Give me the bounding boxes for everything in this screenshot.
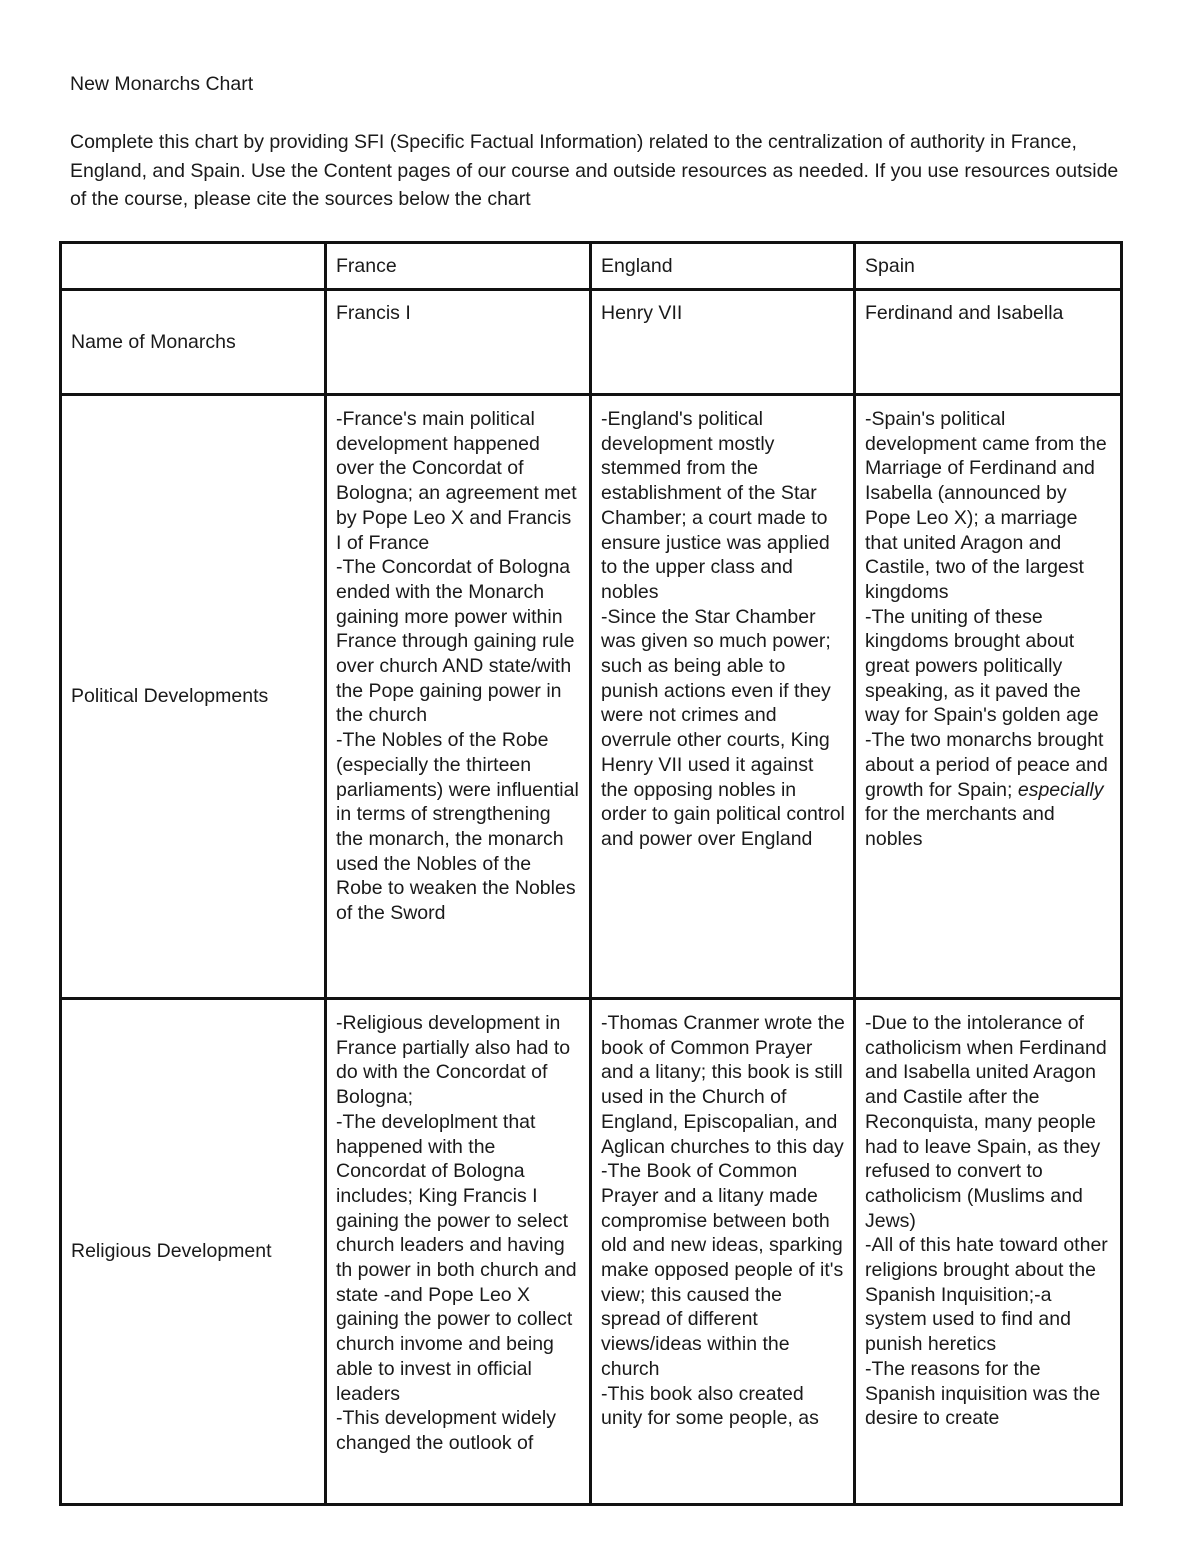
political-spain-text: -Spain's political development came from the Marriage of Ferdinand and Isabella (announced by Pope Leo X); a marriage that united Aragon and Castile, two of the largest kingdoms -The uniting of these kingdoms brought about great powers politically speaking, as it paved the way for Spain's golden age -The two monarchs brought about a period of peace and growth for Spain; [865, 408, 1108, 801]
cell-political-england: -England's political development mostly stemmed from the establishment of the Star Chamber; a court made to ensure justice was applied to the upper class and nobles -Since the Star Chamber was given so much power; such as being able to punish actions even if they were not crimes and overrule other courts, King Henry VII used it against the opposing nobles in order to gain political control and power over England [591, 395, 855, 999]
row-label-religious: Religious Development [61, 999, 326, 1505]
cell-religious-france: -Religious development in France partially also had to do with the Concordat of Bologna; -The developlment that happened with the Concordat of Bologna includes; King Francis I gaining the power to select church leaders and having th power in both church and state -and Pope Leo X gaining the power to collect church invome and being able to invest in official leaders -This development widely changed the outlook of [326, 999, 591, 1505]
political-spain-text-end: for the merchants and nobles [865, 803, 1055, 850]
cell-monarchs-england: Henry VII [591, 290, 855, 395]
political-row [61, 395, 1122, 999]
cell-political-spain [855, 395, 1122, 999]
religious-row [61, 999, 1122, 1505]
row-label-political: Political Developments [61, 395, 326, 999]
header-england: England [591, 243, 855, 290]
header-france: France [326, 243, 591, 290]
row-label-monarchs: Name of Monarchs [61, 290, 326, 395]
new-monarchs-table [59, 241, 1123, 1506]
cell-political-france: -France's main political development happened over the Concordat of Bologna; an agreement met by Pope Leo X and Francis I of France -The Concordat of Bologna ended with the Monarch gaining more power within France through gaining rule over church AND state/with the Pope gaining power in the church -The Nobles of the Robe (especially the thirteen parliaments) were influential in terms of strengthening the monarch, the monarch used the Nobles of the Robe to weaken the Nobles of the Sword [326, 395, 591, 999]
header-spain: Spain [855, 243, 1122, 290]
political-spain-emphasis: especially [1017, 778, 1104, 801]
header-corner-cell [61, 243, 326, 290]
instructions-paragraph: Complete this chart by providing SFI (Specific Factual Information) related to the centralization of authority in France, England, and Spain. Use the Content pages of our course and outside resources as needed. If you use resources outside of the course, please cite the sources below the chart [70, 131, 1119, 210]
monarchs-row [61, 290, 1122, 395]
page-title: New Monarchs Chart [70, 73, 254, 95]
cell-religious-spain: -Due to the intolerance of catholicism when Ferdinand and Isabella united Aragon and Castile after the Reconquista, many people had to leave Spain, as they refused to convert to catholicism (Muslims and Jews) -All of this hate toward other religions brought about the Spanish Inquisition;-a system used to find and punish heretics -The reasons for the Spanish inquisition was the desire to create [855, 999, 1122, 1505]
cell-monarchs-france: Francis I [326, 290, 591, 395]
header-row [61, 243, 1122, 290]
cell-monarchs-spain: Ferdinand and Isabella [855, 290, 1122, 395]
cell-religious-england: -Thomas Cranmer wrote the book of Common Prayer and a litany; this book is still used in the Church of England, Episcopalian, and Aglican churches to this day -The Book of Common Prayer and a litany made compromise between both old and new ideas, sparking make opposed people of it's view; this caused the spread of different views/ideas within the church -This book also created unity for some people, as [591, 999, 855, 1505]
